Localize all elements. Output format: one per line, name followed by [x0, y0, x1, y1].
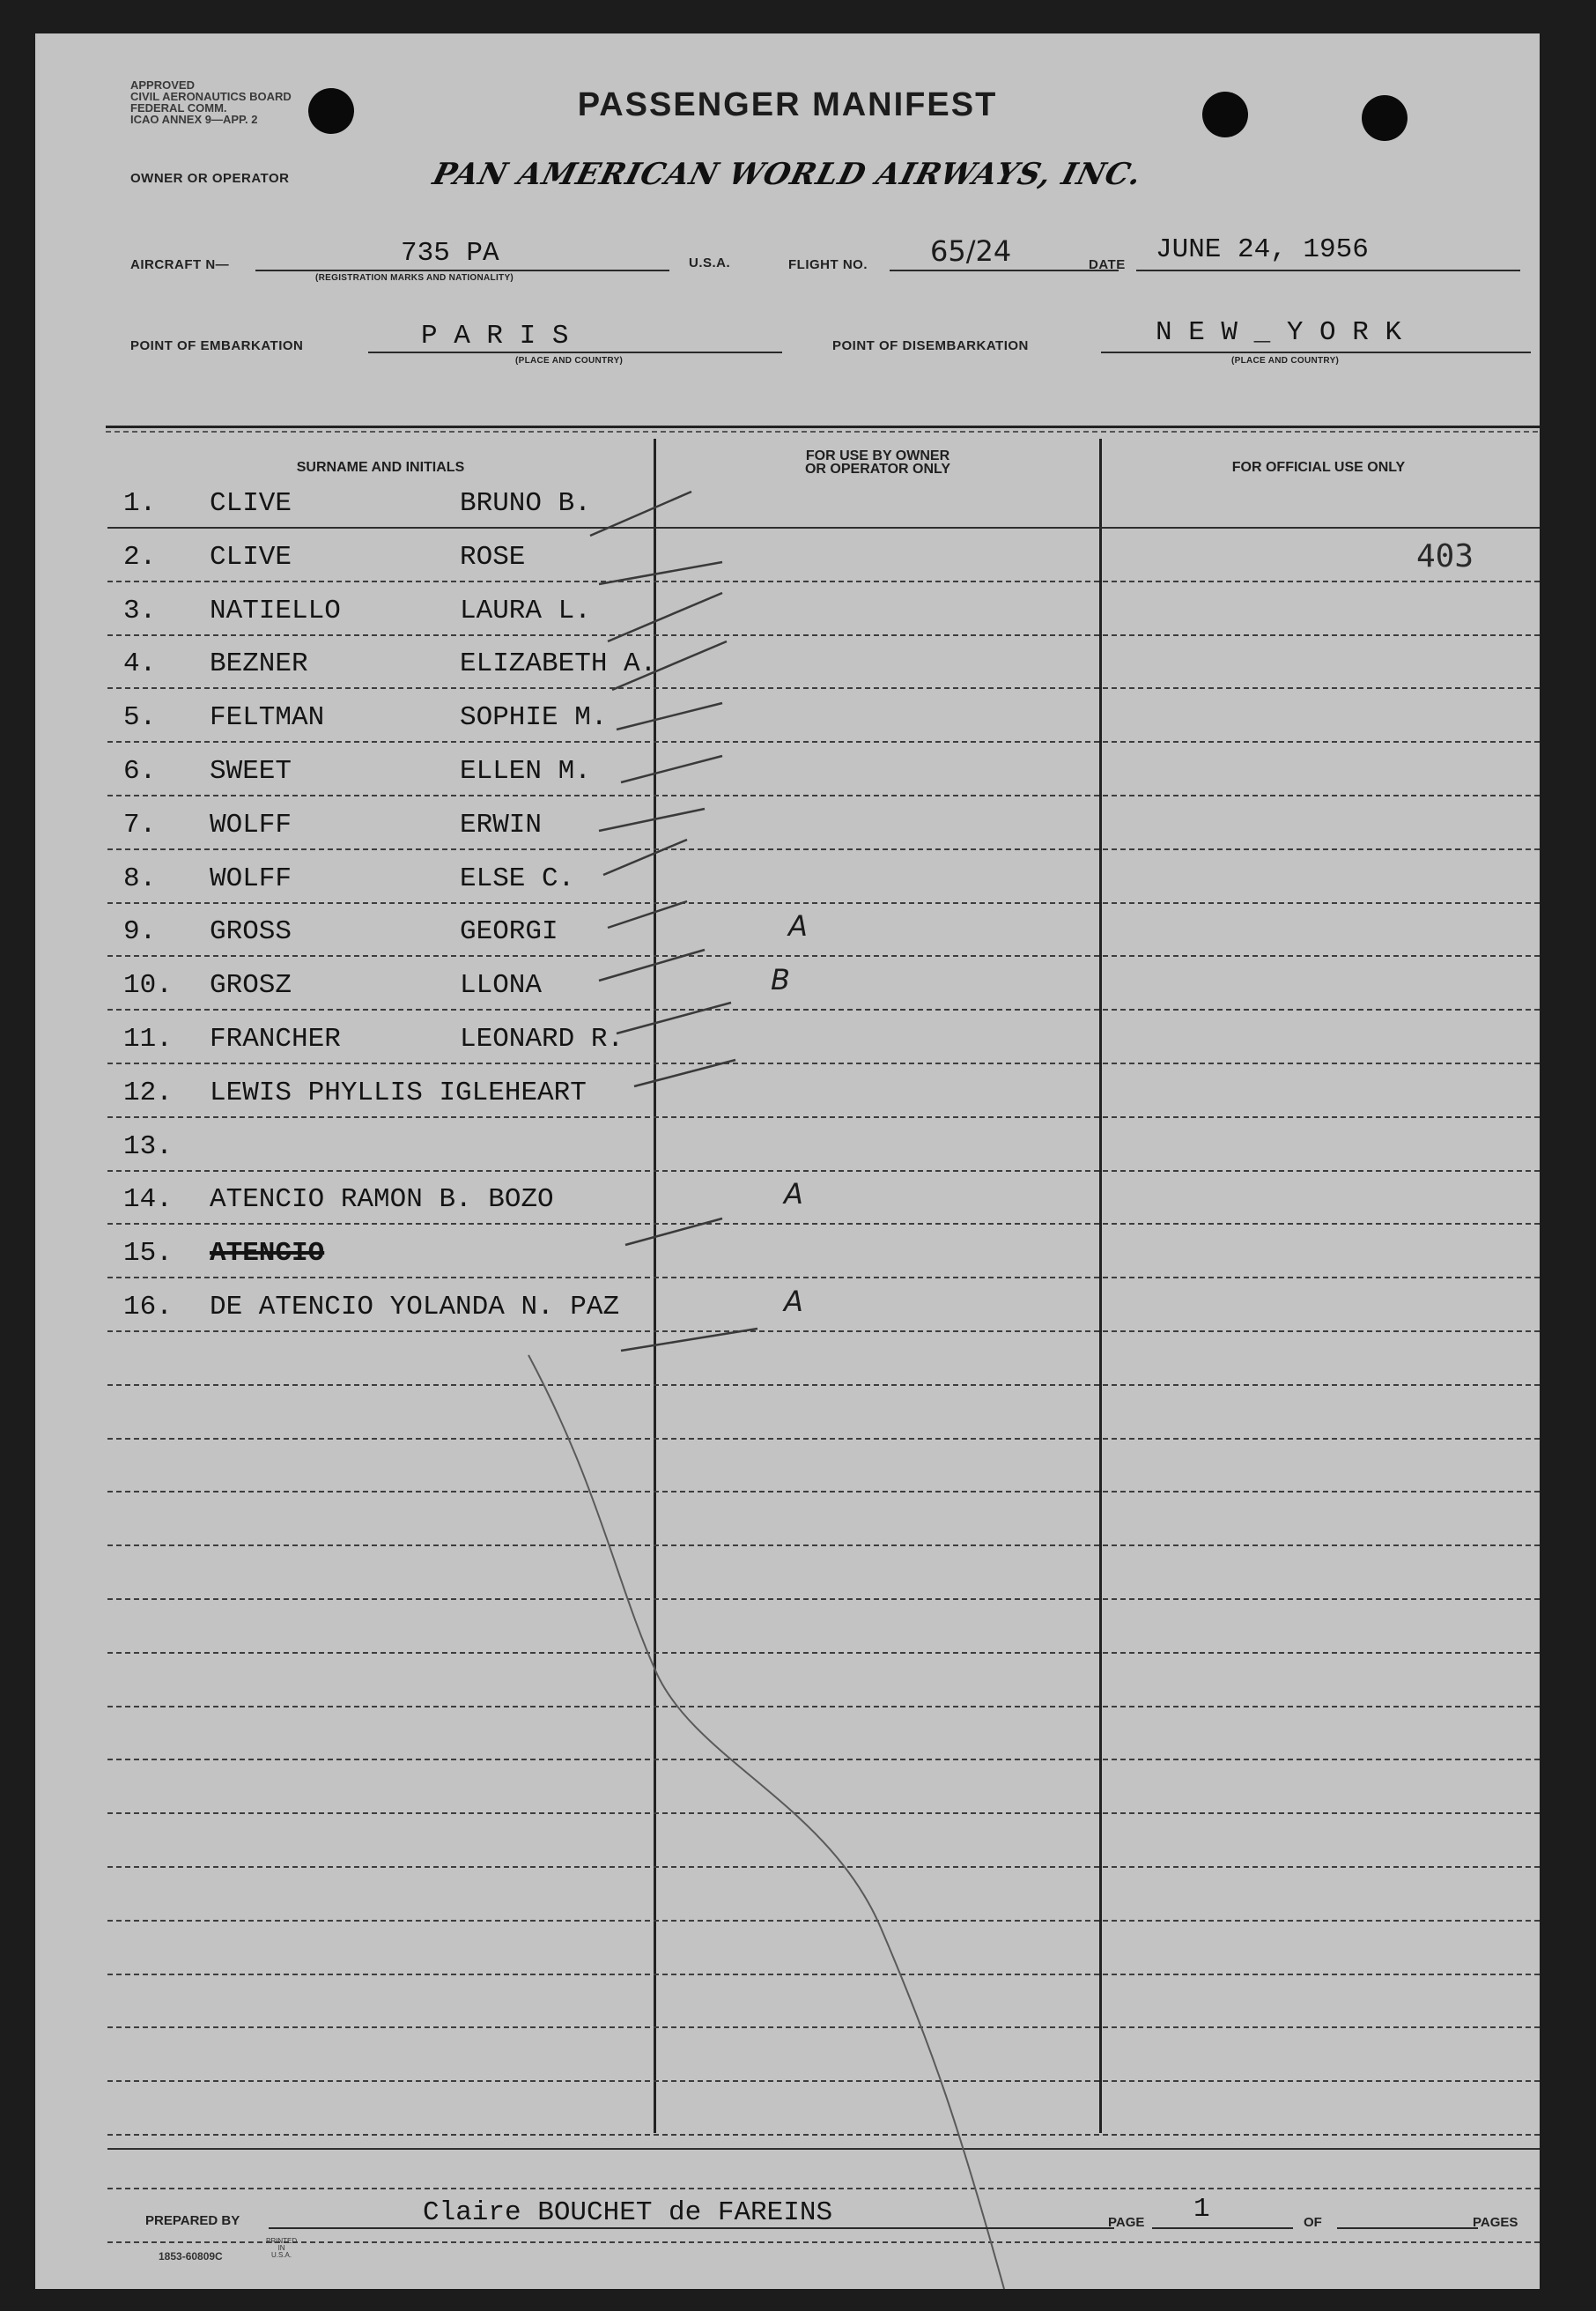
- surname: WOLFF: [210, 809, 292, 841]
- check-tick: [608, 901, 687, 928]
- flight-label: FLIGHT NO.: [788, 257, 868, 272]
- check-tick: [612, 641, 727, 690]
- row-number: 6.: [123, 756, 157, 787]
- check-tick: [599, 950, 705, 981]
- given-names: ROSE: [460, 541, 526, 573]
- given-names: SOPHIE M.: [460, 702, 608, 734]
- given-names: GEORGI: [460, 916, 558, 948]
- given-names: ELLEN M.: [460, 756, 591, 787]
- page-value: 1: [1193, 2194, 1210, 2225]
- surname: DE ATENCIO YOLANDA N. PAZ: [210, 1292, 620, 1322]
- row-number: 4.: [123, 648, 157, 680]
- row-number: 14.: [123, 1184, 173, 1216]
- row-number: 13.: [123, 1130, 173, 1162]
- surname: BEZNER: [210, 648, 308, 680]
- row-number: 15.: [123, 1238, 173, 1270]
- check-tick: [621, 756, 722, 782]
- disembarkation-caption: (PLACE AND COUNTRY): [1231, 356, 1340, 366]
- row-number: 5.: [123, 702, 157, 734]
- operator-name: PAN AMERICAN WORLD AIRWAYS, INC.: [429, 157, 1146, 192]
- stray-pencil-line: [528, 1355, 1004, 2289]
- given-names: LAURA L.: [460, 595, 591, 626]
- owner-label: OWNER OR OPERATOR: [130, 171, 290, 186]
- date-label: DATE: [1089, 257, 1126, 272]
- given-names: LEONARD R.: [460, 1024, 624, 1055]
- prepared-by-value: Claire BOUCHET de FAREINS: [423, 2197, 833, 2228]
- surname: FRANCHER: [210, 1024, 341, 1055]
- embarkation-label: POINT OF EMBARKATION: [130, 338, 304, 353]
- check-tick: [617, 703, 722, 730]
- official-entry: 403: [1416, 537, 1474, 574]
- row-number: 1.: [123, 488, 157, 519]
- check-tick: [625, 1218, 722, 1245]
- surname: NATIELLO: [210, 595, 341, 626]
- surname: GROSZ: [210, 970, 292, 1002]
- check-tick: [634, 1060, 735, 1086]
- embarkation-value: P A R I S: [421, 321, 569, 352]
- date-value: JUNE 24, 1956: [1156, 234, 1369, 265]
- aircraft-value: 735 PA: [401, 238, 499, 269]
- given-names: BRUNO B.: [460, 488, 591, 519]
- owner-mark: A: [784, 1177, 803, 1211]
- page-label: PAGE: [1108, 2215, 1145, 2230]
- col-surname-header: SURNAME AND INITIALS: [296, 460, 465, 475]
- owner-mark: A: [784, 1285, 803, 1318]
- row-number: 2.: [123, 541, 157, 573]
- embarkation-caption: (PLACE AND COUNTRY): [515, 356, 624, 366]
- aircraft-label: AIRCRAFT N—: [130, 257, 230, 272]
- col-owner-header: FOR USE BY OWNER OR OPERATOR ONLY: [804, 448, 951, 477]
- owner-mark: B: [771, 963, 790, 997]
- surname: CLIVE: [210, 488, 292, 519]
- pencil-marks: [35, 33, 1540, 2289]
- check-tick: [621, 1329, 757, 1351]
- given-names: LLONA: [460, 970, 543, 1002]
- form-number: 1853-60809C: [159, 2250, 223, 2263]
- row-number: 16.: [123, 1292, 173, 1322]
- check-tick: [603, 840, 687, 875]
- check-tick: [617, 1003, 731, 1033]
- manifest-sheet: [35, 33, 1540, 2289]
- usa-label: U.S.A.: [689, 256, 731, 270]
- surname: GROSS: [210, 916, 292, 948]
- check-tick: [599, 809, 705, 831]
- row-number: 11.: [123, 1024, 173, 1055]
- row-number: 12.: [123, 1077, 173, 1108]
- pages-label: PAGES: [1473, 2215, 1518, 2230]
- row-number: 8.: [123, 863, 157, 894]
- check-tick: [608, 593, 722, 641]
- flight-value: 65/24: [930, 234, 1012, 268]
- check-tick: [599, 562, 722, 584]
- form-title: PASSENGER MANIFEST: [577, 86, 998, 123]
- surname: FELTMAN: [210, 702, 325, 734]
- approval-note: APPROVED CIVIL AERONAUTICS BOARD FEDERAL COMM. ICAO ANNEX 9—APP. 2: [130, 78, 292, 126]
- disembarkation-value: N E W _ Y O R K: [1156, 317, 1402, 348]
- surname: SWEET: [210, 756, 292, 787]
- owner-mark: A: [788, 909, 808, 944]
- row-number: 3.: [123, 595, 157, 626]
- row-number: 7.: [123, 809, 157, 841]
- registration-caption: (REGISTRATION MARKS AND NATIONALITY): [315, 273, 514, 283]
- given-names: ELIZABETH A.: [460, 648, 657, 680]
- surname: LEWIS PHYLLIS IGLEHEART: [210, 1077, 587, 1108]
- surname: CLIVE: [210, 541, 292, 573]
- given-names: ERWIN: [460, 809, 543, 841]
- prepared-by-label: PREPARED BY: [145, 2213, 240, 2228]
- row-number: 10.: [123, 970, 173, 1002]
- col-official-header: FOR OFFICIAL USE ONLY: [1231, 460, 1406, 475]
- surname: WOLFF: [210, 863, 292, 894]
- surname: ATENCIO RAMON B. BOZO: [210, 1184, 554, 1216]
- given-names: ELSE C.: [460, 863, 575, 894]
- disembarkation-label: POINT OF DISEMBARKATION: [832, 338, 1029, 353]
- of-label: OF: [1304, 2215, 1322, 2230]
- surname-struck: ATENCIO: [210, 1238, 325, 1270]
- row-number: 9.: [123, 916, 157, 948]
- union-print-stamp: PRINTED IN U.S.A.: [266, 2237, 298, 2259]
- check-tick: [590, 492, 691, 536]
